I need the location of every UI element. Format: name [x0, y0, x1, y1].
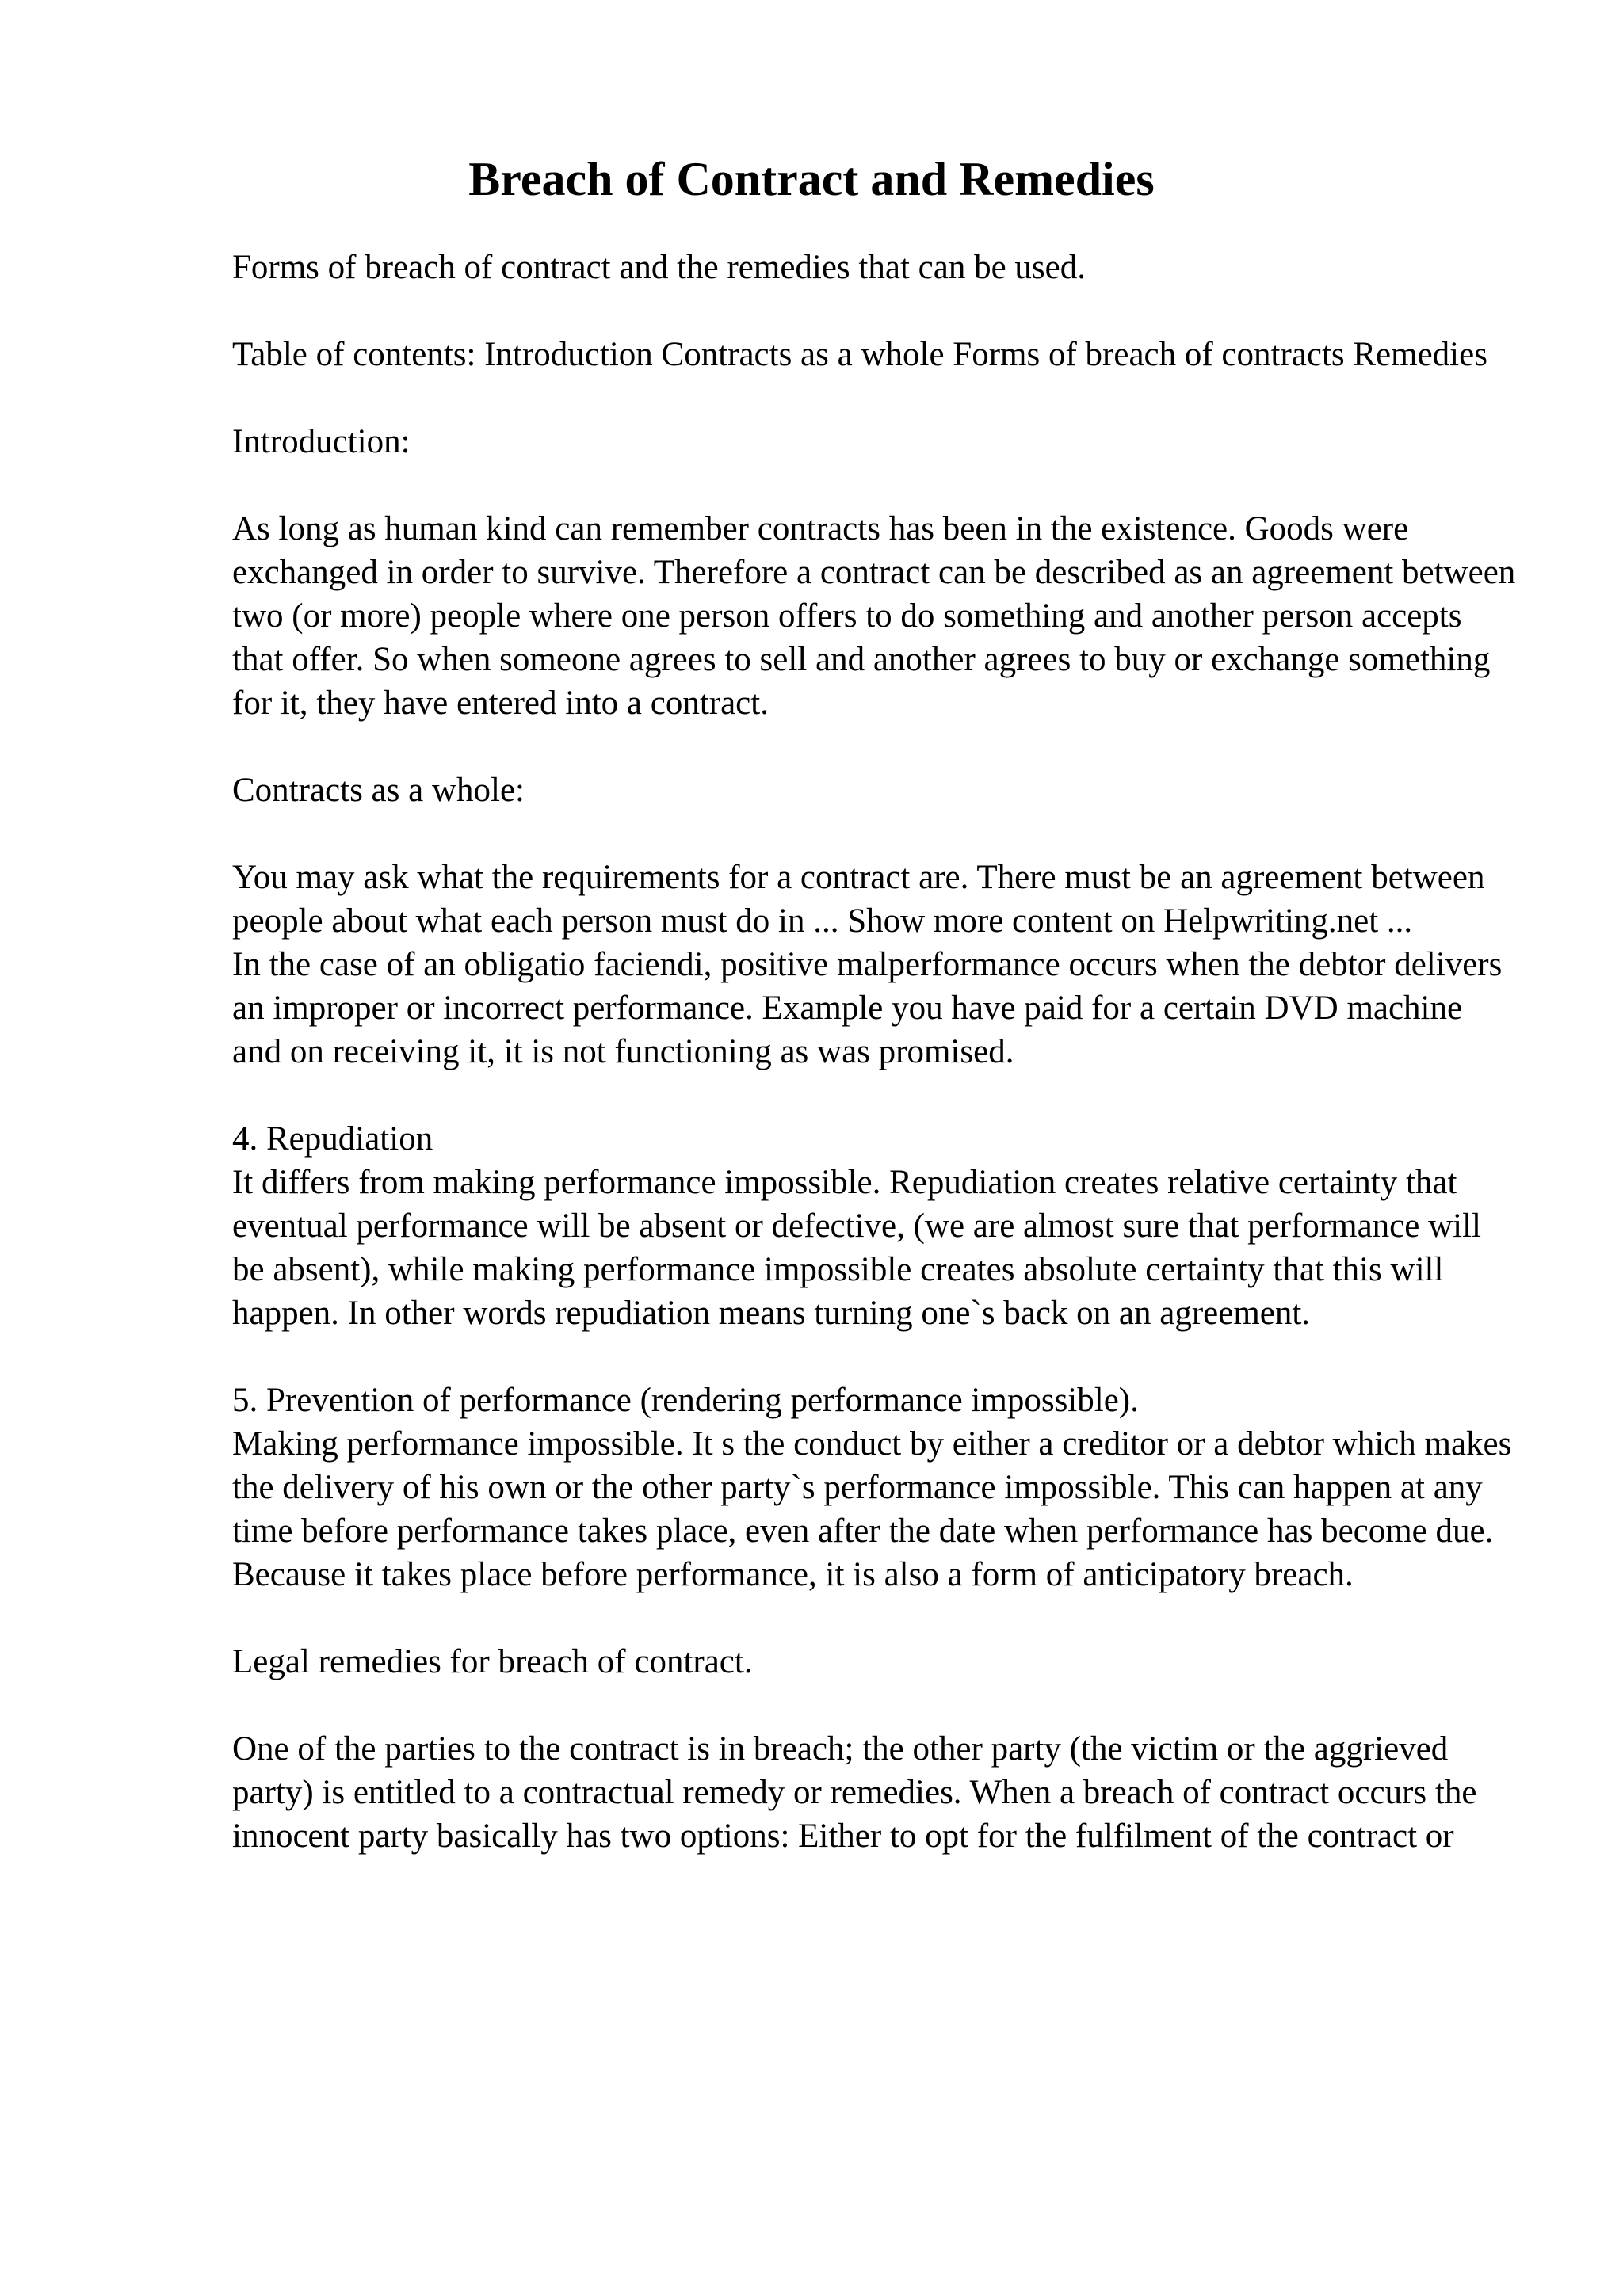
document-title: Breach of Contract and Remedies: [468, 153, 1155, 205]
contracts-paragraph: You may ask what the requirements for a contract are. There must be an agreement between people about what each person must do in ... Show more content on Helpwriting.net ...: [232, 859, 1485, 940]
subtitle-paragraph: Forms of breach of contract and the remedies that can be used.: [232, 249, 1086, 286]
remedies-paragraph: One of the parties to the contract is in breach; the other party (the victim or the aggrieved party) is entitled to a contractual remedy or remedies. When a breach of contract occurs the innocent party basically has two options: Either to opt for the fulfilment of the contract or: [232, 1730, 1477, 1855]
contracts-heading: Contracts as a whole:: [232, 772, 525, 809]
malperformance-paragraph: In the case of an obligatio faciendi, positive malperformance occurs when the debtor delivers an improper or incorrect performance. Example you have paid for a certain DVD machine and on receiving it, it is not functioning as was promised.: [232, 946, 1503, 1070]
prevention-paragraph: Making performance impossible. It s the conduct by either a creditor or a debtor which makes the delivery of his own or the other party`s performance impossible. This can happen at any time before performance takes place, even after the date when performance has become due. Because it takes place before performance, it is also a form of anticipatory breach.: [232, 1425, 1512, 1593]
table-of-contents-paragraph: Table of contents: Introduction Contracts as a whole Forms of breach of contracts Remedies: [232, 336, 1487, 373]
introduction-heading: Introduction:: [232, 423, 411, 460]
repudiation-heading: 4. Repudiation: [232, 1120, 433, 1158]
document-body: [232, 246, 1516, 1901]
repudiation-paragraph: It differs from making performance impossible. Repudiation creates relative certainty that eventual performance will be absent or defective, (we are almost sure that performance will be absent), while making performance impossible creates absolute certainty that this will happen. In other words repudiation means turning one`s back on an agreement.: [232, 1164, 1481, 1332]
introduction-paragraph: As long as human kind can remember contracts has been in the existence. Goods were exchanged in order to survive. Therefore a contract can be described as an agreement between two (or more) people where one person offers to do something and another person accepts that offer. So when someone agrees to sell and another agrees to buy or exchange something for it, they have entered into a contract.: [232, 510, 1516, 722]
remedies-heading: Legal remedies for breach of contract.: [232, 1643, 753, 1680]
prevention-heading: 5. Prevention of performance (rendering performance impossible).: [232, 1382, 1139, 1419]
